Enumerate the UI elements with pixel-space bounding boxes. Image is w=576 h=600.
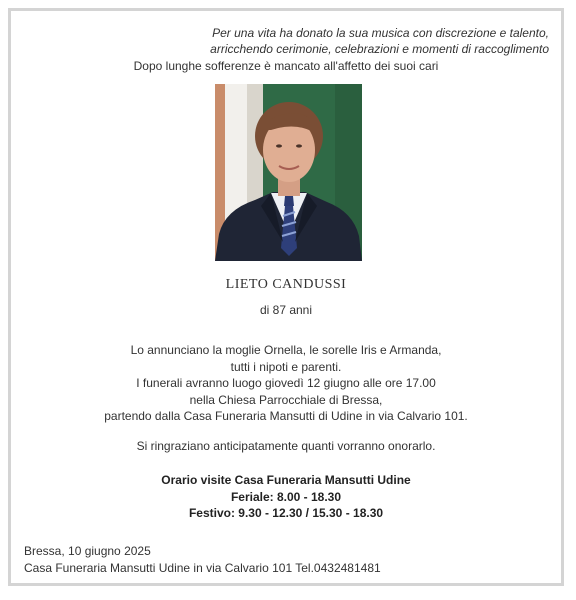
visiting-hours-title: Orario visite Casa Funeraria Mansutti Udine	[161, 473, 411, 487]
announcement-line: partendo dalla Casa Funeraria Mansutti di Udine in via Calvario 101.	[104, 409, 468, 423]
thanks-text: Si ringraziano anticipatamente quanti vorranno onorarlo.	[136, 439, 436, 453]
funeral-agency-contact: Casa Funeraria Mansutti Udine in via Calvario 101 Tel.0432481481	[24, 561, 381, 575]
place-date: Bressa, 10 giugno 2025	[24, 544, 151, 558]
dedication-quote	[210, 25, 549, 57]
portrait-photo	[215, 84, 362, 261]
deceased-age: di 87 anni	[259, 303, 313, 317]
obituary-notice	[8, 8, 564, 586]
visiting-hours-weekday: Feriale: 8.00 - 18.30	[230, 489, 342, 504]
announcement-text	[11, 342, 561, 425]
announcement-line: Lo annunciano la moglie Ornella, le sorelle Iris e Armanda,	[130, 343, 442, 357]
quote-line-1: Per una vita ha donato la sua musica con discrezione e talento,	[212, 26, 549, 40]
announcement-line: nella Chiesa Parrocchiale di Bressa,	[189, 392, 383, 407]
visiting-hours-holiday: Festivo: 9.30 - 12.30 / 15.30 - 18.30	[188, 506, 384, 520]
notice-footer	[24, 543, 381, 577]
quote-line-2: arricchendo cerimonie, celebrazioni e momenti di raccoglimento	[210, 42, 549, 56]
announcement-line: I funerali avranno luogo giovedì 12 giugno alle ore 17.00	[136, 376, 436, 390]
deceased-name: LIETO CANDUSSI	[225, 277, 347, 292]
intro-text: Dopo lunghe sofferenze è mancato all'affetto dei suoi cari	[133, 59, 439, 73]
visiting-hours	[11, 472, 561, 522]
announcement-line: tutti i nipoti e parenti.	[230, 359, 342, 374]
